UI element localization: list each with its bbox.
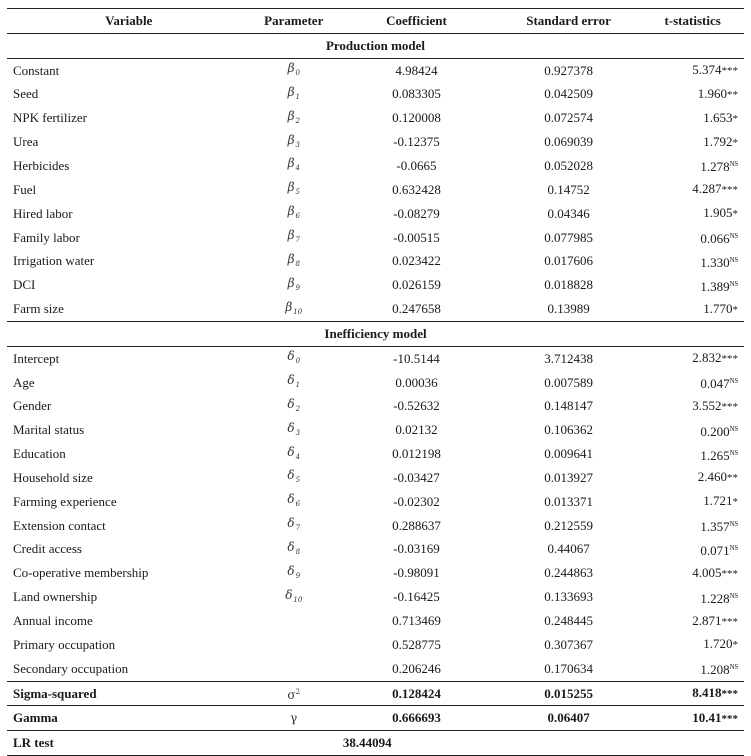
cell-variable: Household size bbox=[13, 469, 93, 485]
significance-marker: *** bbox=[721, 712, 738, 725]
significance-marker: NS bbox=[729, 232, 738, 241]
cell-variable: Education bbox=[13, 446, 66, 462]
cell-empty bbox=[490, 731, 647, 756]
table-row bbox=[7, 83, 744, 107]
significance-marker: *** bbox=[721, 615, 738, 628]
cell-coefficient: -0.02302 bbox=[393, 493, 440, 509]
significance-marker: * bbox=[732, 136, 738, 149]
cell-variable: Hired labor bbox=[13, 205, 73, 221]
cell-standard-error: 0.44067 bbox=[547, 541, 590, 557]
cell-t-statistic: 1.653* bbox=[703, 109, 738, 125]
cell-standard-error: 0.106362 bbox=[544, 422, 593, 438]
cell-coefficient: 0.00036 bbox=[395, 374, 438, 390]
cell-t-statistic: 1.721* bbox=[703, 493, 738, 509]
significance-marker: NS bbox=[729, 520, 738, 529]
cell-parameter bbox=[244, 466, 343, 490]
cell-variable: Gender bbox=[13, 398, 52, 414]
cell-standard-error: 0.133693 bbox=[544, 589, 593, 605]
cell-t-statistic: 2.460** bbox=[697, 469, 738, 485]
cell-coefficient: 0.288637 bbox=[392, 517, 441, 533]
cell-standard-error: 3.712438 bbox=[544, 350, 593, 366]
cell-standard-error: 0.007589 bbox=[544, 374, 593, 390]
table-row bbox=[7, 466, 744, 490]
cell-t-statistic: 3.552*** bbox=[692, 397, 738, 413]
cell-variable: DCI bbox=[13, 277, 36, 293]
cell-variable: Farming experience bbox=[13, 493, 117, 509]
cell-coefficient: 0.026159 bbox=[392, 277, 441, 293]
row-lr-test bbox=[7, 731, 744, 756]
cell-variable: Credit access bbox=[13, 541, 82, 557]
parameter-symbol: $\delta_0$ bbox=[287, 349, 301, 366]
cell-parameter bbox=[244, 585, 343, 609]
section-title: Inefficiency model bbox=[7, 321, 744, 346]
cell-t-statistic: $0.200^{NS}$ bbox=[700, 423, 738, 439]
cell-variable: Fuel bbox=[13, 181, 37, 197]
parameter-symbol: $\beta_3$ bbox=[287, 132, 300, 149]
cell-parameter bbox=[244, 395, 343, 419]
cell-variable: Farm size bbox=[13, 301, 64, 317]
cell-variable: Sigma-squared bbox=[7, 681, 244, 706]
cell-coefficient: 0.083305 bbox=[392, 86, 441, 102]
parameter-symbol: $\beta_8$ bbox=[287, 251, 300, 268]
table-row bbox=[7, 371, 744, 395]
significance-marker: NS bbox=[729, 377, 738, 386]
cell-variable: LR test bbox=[7, 731, 244, 756]
cell-parameter bbox=[244, 681, 343, 706]
cell-variable: Secondary occupation bbox=[13, 660, 129, 676]
cell-t-statistic: 1.770* bbox=[703, 300, 738, 316]
parameter-symbol: $\beta_9$ bbox=[287, 275, 300, 292]
cell-parameter bbox=[244, 418, 343, 442]
cell-lr-value: 38.44094 bbox=[244, 731, 489, 756]
cell-standard-error: 0.248445 bbox=[544, 613, 593, 629]
cell-variable: Marital status bbox=[13, 422, 85, 438]
cell-coefficient: 0.120008 bbox=[392, 110, 441, 126]
cell-coefficient: 0.247658 bbox=[392, 301, 441, 317]
significance-marker: *** bbox=[721, 353, 738, 366]
cell-standard-error: 0.009641 bbox=[544, 446, 593, 462]
cell-coefficient: -0.03427 bbox=[393, 469, 440, 485]
cell-parameter bbox=[244, 130, 343, 154]
cell-coefficient: -0.12375 bbox=[393, 134, 440, 150]
cell-coefficient: 0.02132 bbox=[395, 422, 438, 438]
cell-standard-error: 0.015255 bbox=[490, 681, 647, 706]
table-row bbox=[7, 442, 744, 466]
cell-t-statistic: 1.905* bbox=[703, 205, 738, 221]
cell-standard-error: 0.927378 bbox=[544, 62, 593, 78]
sigma-squared-symbol: $\sigma^2$ bbox=[287, 688, 301, 703]
table-row bbox=[7, 106, 744, 130]
cell-variable: Intercept bbox=[13, 350, 60, 366]
cell-standard-error: 0.04346 bbox=[547, 205, 590, 221]
significance-marker: *** bbox=[721, 65, 738, 78]
significance-marker: *** bbox=[721, 184, 738, 197]
row-gamma bbox=[7, 706, 744, 731]
table-row bbox=[7, 585, 744, 609]
significance-marker: NS bbox=[729, 255, 738, 264]
parameter-symbol: $\delta_7$ bbox=[287, 516, 301, 533]
cell-parameter bbox=[244, 58, 343, 82]
parameter-symbol: $\beta_1$ bbox=[287, 84, 300, 101]
cell-coefficient: 0.012198 bbox=[392, 446, 441, 462]
table-row bbox=[7, 58, 744, 82]
parameter-symbol: $\beta_2$ bbox=[287, 108, 300, 125]
cell-parameter bbox=[244, 490, 343, 514]
header-variable: Variable bbox=[7, 9, 244, 34]
table-row bbox=[7, 249, 744, 273]
cell-variable: Irrigation water bbox=[13, 253, 95, 269]
parameter-symbol: $\delta_9$ bbox=[287, 563, 301, 580]
significance-marker: *** bbox=[721, 400, 738, 413]
cell-variable: Family labor bbox=[13, 229, 80, 245]
cell-standard-error: 0.069039 bbox=[544, 134, 593, 150]
parameter-symbol: $\delta_3$ bbox=[287, 420, 301, 437]
parameter-symbol: $\beta_5$ bbox=[287, 180, 300, 197]
cell-variable: Primary occupation bbox=[13, 636, 116, 652]
significance-marker: NS bbox=[729, 279, 738, 288]
table-row bbox=[7, 538, 744, 562]
cell-variable: Extension contact bbox=[13, 517, 106, 533]
cell-standard-error: 0.170634 bbox=[544, 660, 593, 676]
significance-marker: * bbox=[732, 112, 738, 125]
cell-standard-error: 0.212559 bbox=[544, 517, 593, 533]
parameter-symbol: $\delta_1$ bbox=[287, 373, 301, 390]
table-row bbox=[7, 273, 744, 297]
parameter-symbol: $\delta_2$ bbox=[287, 396, 301, 413]
cell-coefficient: 0.528775 bbox=[392, 636, 441, 652]
cell-standard-error: 0.244863 bbox=[544, 565, 593, 581]
cell-standard-error: 0.042509 bbox=[544, 86, 593, 102]
table-row bbox=[7, 202, 744, 226]
cell-coefficient: -0.08279 bbox=[393, 205, 440, 221]
table-row bbox=[7, 561, 744, 585]
cell-variable: Age bbox=[13, 374, 35, 390]
header-standard-error: Standard error bbox=[490, 9, 647, 34]
header-coefficient: Coefficient bbox=[343, 9, 490, 34]
cell-standard-error: 0.013371 bbox=[544, 493, 593, 509]
cell-t-statistic: $1.330^{NS}$ bbox=[700, 254, 738, 270]
cell-coefficient: -0.0665 bbox=[396, 157, 437, 173]
section-title: Production model bbox=[7, 33, 744, 58]
table-row bbox=[7, 395, 744, 419]
cell-standard-error: 0.077985 bbox=[544, 229, 593, 245]
header-parameter: Parameter bbox=[244, 9, 343, 34]
cell-variable: Constant bbox=[13, 62, 60, 78]
cell-variable: Gamma bbox=[7, 706, 244, 731]
cell-variable: Urea bbox=[13, 134, 39, 150]
section-production-model bbox=[7, 33, 744, 58]
cell-parameter bbox=[244, 83, 343, 107]
parameter-symbol: $\beta_6$ bbox=[287, 204, 300, 221]
cell-t-statistic: $0.066^{NS}$ bbox=[700, 231, 738, 247]
significance-marker: * bbox=[732, 639, 738, 652]
cell-parameter bbox=[244, 442, 343, 466]
cell-variable: Herbicides bbox=[13, 157, 70, 173]
cell-t-statistic: 1.960** bbox=[697, 85, 738, 101]
cell-variable: NPK fertilizer bbox=[13, 110, 88, 126]
cell-parameter bbox=[244, 273, 343, 297]
significance-marker: NS bbox=[729, 543, 738, 552]
parameter-symbol: $\delta_6$ bbox=[287, 492, 301, 509]
cell-t-statistic: 2.832*** bbox=[692, 350, 738, 366]
cell-standard-error: 0.13989 bbox=[547, 301, 590, 317]
cell-t-statistic: $1.208^{NS}$ bbox=[700, 662, 738, 678]
significance-marker: ** bbox=[727, 88, 738, 101]
table-row bbox=[7, 657, 744, 681]
cell-t-statistic: $1.278^{NS}$ bbox=[700, 159, 738, 175]
cell-parameter bbox=[244, 249, 343, 273]
cell-t-statistic: 8.418*** bbox=[647, 681, 744, 706]
cell-coefficient: -0.52632 bbox=[393, 398, 440, 414]
row-sigma-squared bbox=[7, 681, 744, 706]
cell-parameter bbox=[244, 202, 343, 226]
cell-coefficient: 0.128424 bbox=[343, 681, 490, 706]
table-row bbox=[7, 490, 744, 514]
header-t-statistics: t-statistics bbox=[647, 9, 744, 34]
cell-t-statistic: 2.871*** bbox=[692, 612, 738, 628]
significance-marker: NS bbox=[729, 663, 738, 672]
section-inefficiency-model bbox=[7, 321, 744, 346]
cell-t-statistic: 10.41*** bbox=[647, 706, 744, 731]
cell-t-statistic: $1.265^{NS}$ bbox=[700, 447, 738, 463]
cell-coefficient: -0.16425 bbox=[393, 589, 440, 605]
cell-parameter bbox=[244, 706, 343, 731]
significance-marker: NS bbox=[729, 424, 738, 433]
table-row bbox=[7, 346, 744, 370]
parameter-symbol: $\delta_8$ bbox=[287, 539, 301, 556]
cell-empty bbox=[647, 731, 744, 756]
cell-parameter bbox=[244, 561, 343, 585]
cell-standard-error: 0.018828 bbox=[544, 277, 593, 293]
cell-t-statistic: 1.792* bbox=[703, 133, 738, 149]
cell-variable: Seed bbox=[13, 86, 39, 102]
cell-t-statistic: $1.357^{NS}$ bbox=[700, 519, 738, 535]
table-row bbox=[7, 226, 744, 250]
table-row bbox=[7, 178, 744, 202]
cell-standard-error: 0.148147 bbox=[544, 398, 593, 414]
cell-parameter bbox=[244, 178, 343, 202]
table-row bbox=[7, 609, 744, 633]
cell-parameter bbox=[244, 609, 343, 633]
significance-marker: NS bbox=[729, 160, 738, 169]
cell-variable: Land ownership bbox=[13, 589, 98, 605]
cell-parameter bbox=[244, 297, 343, 321]
significance-marker: NS bbox=[729, 591, 738, 600]
header-row bbox=[7, 9, 744, 34]
significance-marker: NS bbox=[729, 448, 738, 457]
cell-standard-error: 0.072574 bbox=[544, 110, 593, 126]
cell-coefficient: -10.5144 bbox=[393, 350, 440, 366]
cell-t-statistic: $0.047^{NS}$ bbox=[700, 376, 738, 392]
cell-parameter bbox=[244, 106, 343, 130]
cell-coefficient: 0.713469 bbox=[392, 613, 441, 629]
parameter-symbol: $\beta_0$ bbox=[287, 61, 300, 78]
parameter-symbol: $\beta_7$ bbox=[287, 228, 300, 245]
cell-t-statistic: $1.228^{NS}$ bbox=[700, 590, 738, 606]
cell-coefficient: 0.666693 bbox=[343, 706, 490, 731]
cell-parameter bbox=[244, 154, 343, 178]
cell-standard-error: 0.013927 bbox=[544, 469, 593, 485]
cell-standard-error: 0.307367 bbox=[544, 636, 593, 652]
significance-marker: ** bbox=[727, 472, 738, 485]
cell-coefficient: -0.98091 bbox=[393, 565, 440, 581]
parameter-symbol: $\delta_{10}$ bbox=[285, 587, 303, 604]
cell-coefficient: -0.00515 bbox=[393, 229, 440, 245]
significance-marker: *** bbox=[721, 688, 738, 701]
table-row bbox=[7, 130, 744, 154]
cell-variable: Co-operative membership bbox=[13, 565, 149, 581]
table-row bbox=[7, 633, 744, 657]
significance-marker: * bbox=[732, 208, 738, 221]
cell-standard-error: 0.14752 bbox=[547, 181, 590, 197]
cell-t-statistic: 4.005*** bbox=[692, 564, 738, 580]
cell-parameter bbox=[244, 371, 343, 395]
parameter-symbol: $\beta_{10}$ bbox=[285, 299, 303, 316]
parameter-symbol: $\delta_5$ bbox=[287, 468, 301, 485]
cell-coefficient: 0.206246 bbox=[392, 660, 441, 676]
cell-standard-error: 0.017606 bbox=[544, 253, 593, 269]
cell-parameter bbox=[244, 538, 343, 562]
cell-coefficient: 0.632428 bbox=[392, 181, 441, 197]
cell-t-statistic: 1.720* bbox=[703, 636, 738, 652]
cell-parameter bbox=[244, 657, 343, 681]
table-row bbox=[7, 154, 744, 178]
cell-standard-error: 0.052028 bbox=[544, 157, 593, 173]
parameter-symbol: $\delta_4$ bbox=[287, 444, 301, 461]
significance-marker: *** bbox=[721, 567, 738, 580]
cell-parameter bbox=[244, 226, 343, 250]
gamma-symbol: γ bbox=[290, 711, 298, 726]
cell-t-statistic: $1.389^{NS}$ bbox=[700, 278, 738, 294]
cell-parameter bbox=[244, 346, 343, 370]
significance-marker: * bbox=[732, 303, 738, 316]
cell-coefficient: 0.023422 bbox=[392, 253, 441, 269]
significance-marker: * bbox=[732, 496, 738, 509]
parameter-symbol: $\beta_4$ bbox=[287, 156, 300, 173]
cell-t-statistic: 5.374*** bbox=[692, 62, 738, 78]
estimates-table bbox=[7, 8, 744, 756]
cell-t-statistic: 4.287*** bbox=[692, 181, 738, 197]
cell-coefficient: -0.03169 bbox=[393, 541, 440, 557]
cell-variable: Annual income bbox=[13, 613, 93, 629]
cell-coefficient: 4.98424 bbox=[395, 62, 438, 78]
cell-standard-error: 0.06407 bbox=[490, 706, 647, 731]
cell-parameter bbox=[244, 514, 343, 538]
table-row bbox=[7, 514, 744, 538]
table-row bbox=[7, 297, 744, 321]
cell-t-statistic: $0.071^{NS}$ bbox=[700, 542, 738, 558]
table-body bbox=[7, 33, 744, 755]
cell-parameter bbox=[244, 633, 343, 657]
table-row bbox=[7, 418, 744, 442]
